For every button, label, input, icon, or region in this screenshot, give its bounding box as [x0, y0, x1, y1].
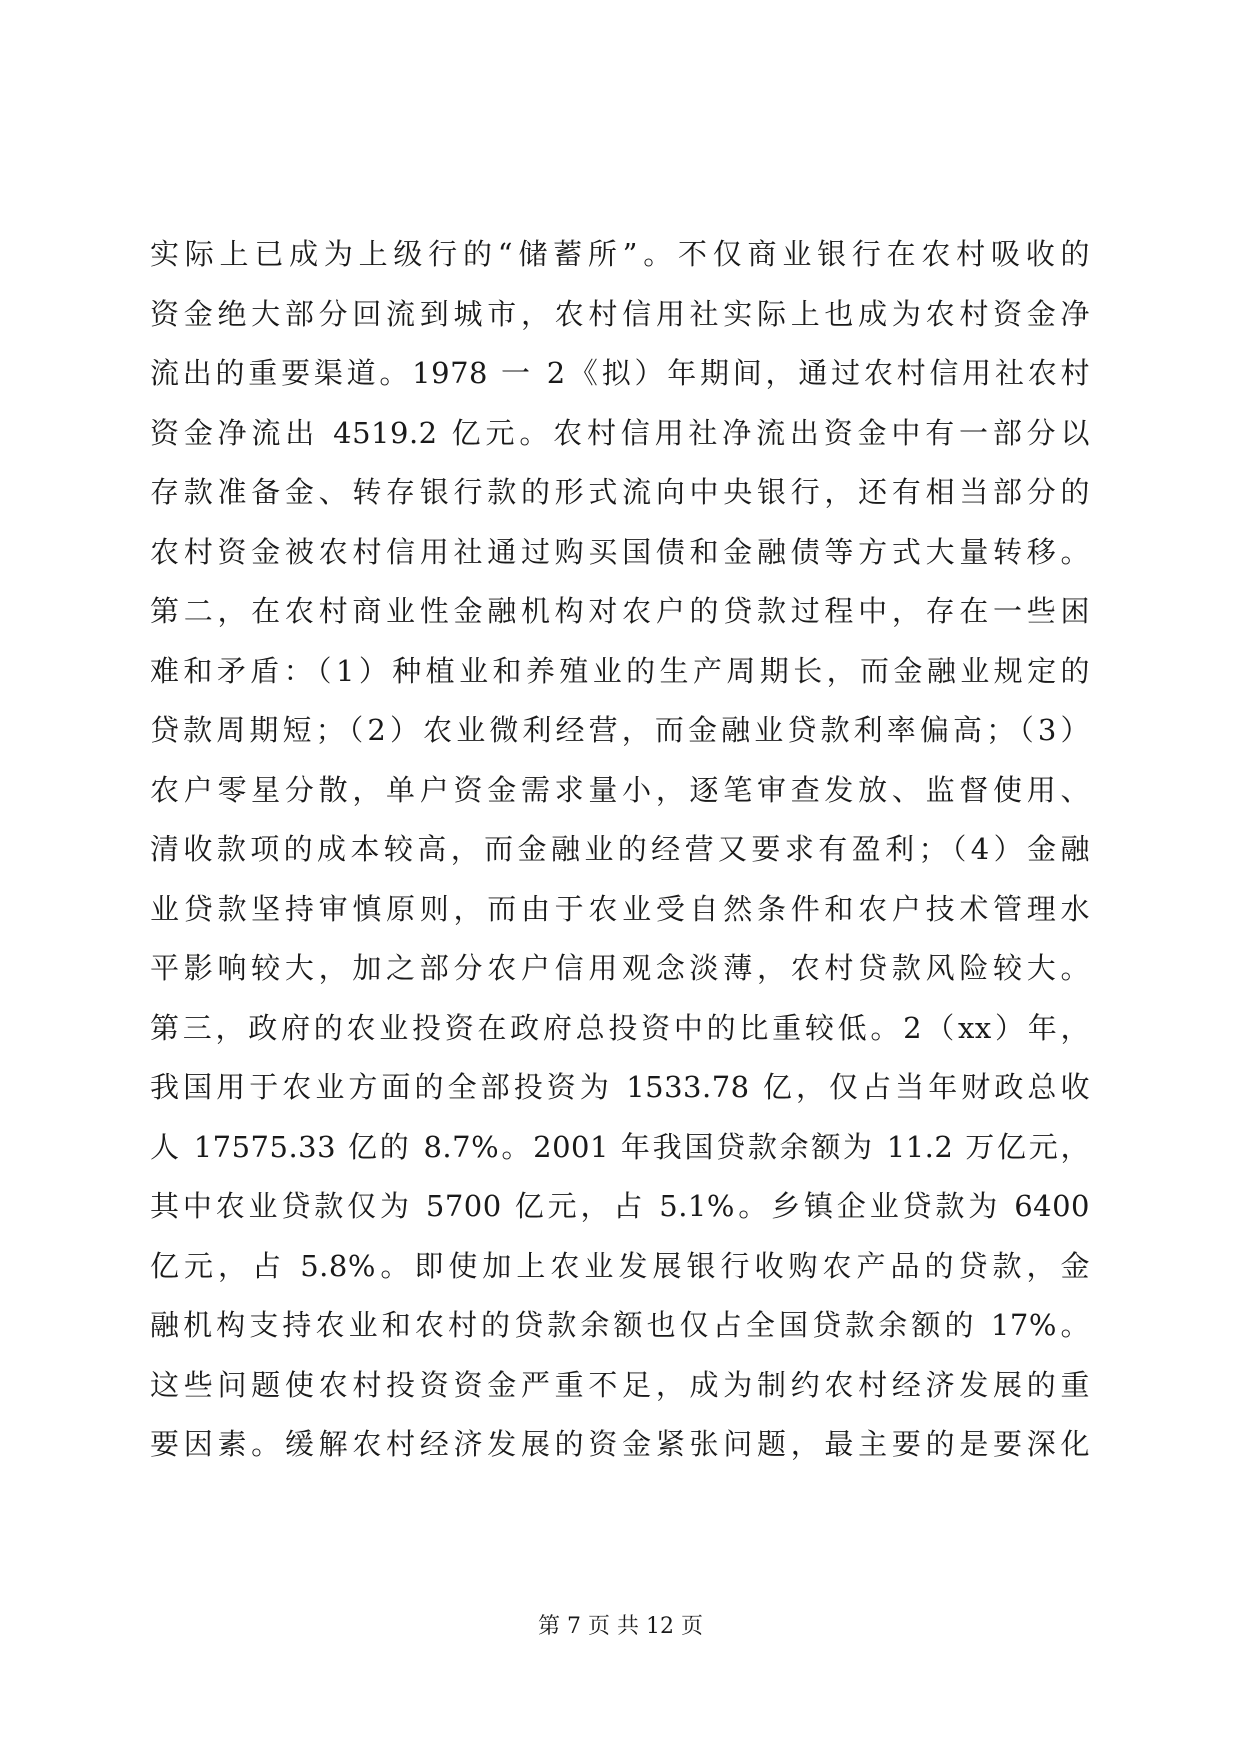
text-line: 我国用于农业方面的全部投资为 1533.78 亿，仅占当年财政总收: [150, 1070, 1090, 1104]
text-line: 业贷款坚持审慎原则，而由于农业受自然条件和农户技术管理水: [150, 891, 1090, 926]
text-line: 难和矛盾：（1）种植业和养殖业的生产周期长，而金融业规定的: [150, 653, 1090, 688]
text-line: 资金净流出 4519.2 亿元。农村信用社净流出资金中有一部分以: [150, 415, 1090, 450]
text-line: 贷款周期短；（2）农业微利经营，而金融业贷款利率偏高；（3）: [150, 713, 1090, 747]
text-line: 人 17575.33 亿的 8.7%。2001 年我国贷款余额为 11.2 万亿元，: [150, 1129, 1090, 1164]
text-line: 实际上已成为上级行的“储蓄所”。不仅商业银行在农村吸收的: [150, 237, 1090, 271]
text-line: 其中农业贷款仅为 5700 亿元，占 5.1%。乡镇企业贷款为 6400: [150, 1189, 1090, 1223]
text-line: 流出的重要渠道。1978 一 2《拟）年期间，通过农村信用社农村: [150, 356, 1090, 390]
text-line: 存款准备金、转存银行款的形式流向中央银行，还有相当部分的: [150, 475, 1090, 509]
text-line: 平影响较大，加之部分农户信用观念淡薄，农村贷款风险较大。: [150, 951, 1090, 985]
text-line: 亿元，占 5.8%。即使加上农业发展银行收购农产品的贷款，金: [150, 1248, 1090, 1283]
text-line: 资金绝大部分回流到城市，农村信用社实际上也成为农村资金净: [150, 296, 1090, 331]
text-line: 清收款项的成本较高，而金融业的经营又要求有盈利；（4）金融: [150, 832, 1090, 866]
page-footer: 第 7 页 共 12 页: [538, 1614, 703, 1639]
body-text: [150, 225, 1090, 1475]
text-line: 要因素。缓解农村经济发展的资金紧张问题，最主要的是要深化: [150, 1427, 1090, 1461]
text-line: 第二，在农村商业性金融机构对农户的贷款过程中，存在一些困: [150, 594, 1090, 628]
text-line: 这些问题使农村投资资金严重不足，成为制约农村经济发展的重: [150, 1367, 1090, 1402]
text-line: 农户零星分散，单户资金需求量小，逐笔审查发放、监督使用、: [150, 772, 1090, 807]
text-line: 农村资金被农村信用社通过购买国债和金融债等方式大量转移。: [150, 534, 1090, 569]
text-line: 融机构支持农业和农村的贷款余额也仅占全国贷款余额的 17%。: [150, 1308, 1090, 1342]
text-line: 第三，政府的农业投资在政府总投资中的比重较低。2（xx）年，: [150, 1010, 1090, 1045]
